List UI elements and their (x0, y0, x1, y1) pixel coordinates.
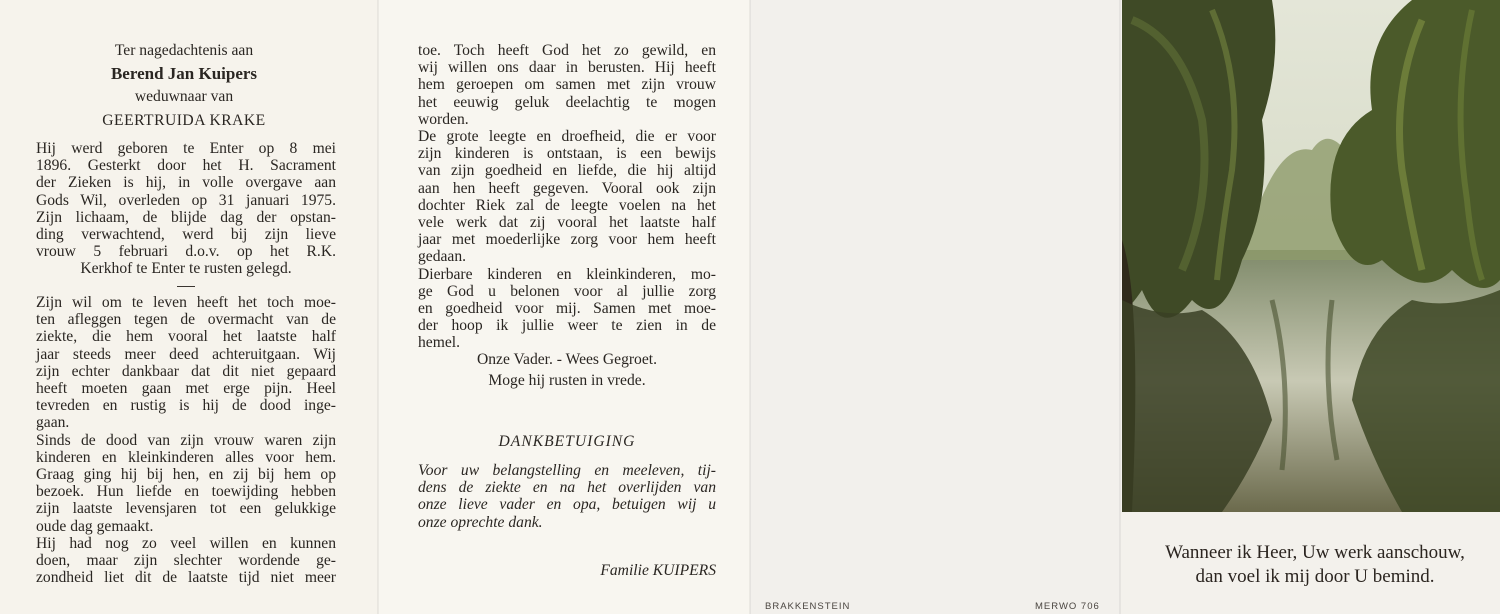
text-line: toe. Toch heeft God het zo gewild, en (418, 42, 716, 59)
printer-code: MERWO 706 (1035, 601, 1100, 612)
text-line: ding verwachtend, werd bij zijn lieve (36, 226, 336, 244)
fold-line (1119, 0, 1121, 614)
widower-of: weduwnaar van (134, 88, 234, 106)
text-line: Zijn lichaam, de blijde dag der opstan- (36, 208, 336, 226)
text-line: ten afleggen tegen de overmacht van de (36, 311, 336, 329)
prayer-line: Onze Vader. - Wees Gegroet. (476, 351, 658, 368)
memorial-heading (34, 42, 334, 135)
fold-line (749, 0, 751, 614)
prayer-line: Moge hij rusten in vrede. (488, 372, 646, 389)
text-line: 1896. Gesterkt door het H. Sacrament (36, 157, 336, 175)
text-line: Sinds de dood van zijn vrouw waren zijn (36, 431, 336, 449)
text-line: aan hen heeft gegeven. Vooral ook zijn (418, 179, 716, 197)
willow-pond-photo (1122, 0, 1500, 512)
text-line: Gods Wil, overleden op 31 januari 1975. (36, 191, 336, 209)
text-line: wij willen ons daar in berusten. Hij heeft (418, 59, 716, 77)
text-line: gaan. (36, 414, 70, 432)
text-line: der Zieken is hij, in volle overgave aan (36, 174, 336, 192)
text-line: oude dag gemaakt. (36, 517, 154, 535)
text-line: het eeuwig geluk deelachtig te mogen (418, 93, 716, 111)
text-line: Hij werd geboren te Enter op 8 mei (36, 140, 336, 157)
text-line: De grote leegte en droefheid, die er voor (418, 128, 716, 146)
text-line: ziekte, die hem vooral het laatste half (36, 328, 336, 346)
text-line: worden. (418, 110, 469, 128)
section-divider (177, 286, 195, 287)
text-line: dochter Riek zal de leegte voelen na het (418, 196, 716, 214)
text-line: Hij had nog zo veel willen en kunnen (36, 534, 336, 552)
text-line: der hoop ik jullie weer te zien in de (418, 317, 716, 335)
biography-paragraph (36, 140, 336, 278)
text-line: Graag ging hij bij hen, en zij bij hem op (36, 466, 336, 484)
thanks-heading: DANKBETUIGING (498, 433, 636, 450)
text-line: gedaan. (418, 248, 467, 266)
text-line: hem geroepen om samen met zijn vrouw (418, 76, 716, 94)
text-line: heeft moeten gaan met erge pijn. Heel (36, 380, 336, 398)
text-line: Kerkhof te Enter te rusten gelegd. (80, 260, 292, 278)
closing-prayer (418, 349, 716, 391)
text-line: jaar steeds meer deed achteruitgaan. Wij (36, 345, 336, 363)
text-line: vrouw 5 februari d.o.v. op het R.K. (36, 243, 336, 261)
obituary-text-part2 (418, 42, 716, 352)
text-line: zondheid liet dit de laatste tijd niet meer (36, 569, 336, 587)
text-line: bezoek. Hun liefde en toewijding hebben (36, 483, 336, 501)
in-memory-of: Ter nagedachtenis aan (114, 42, 254, 59)
text-line: zijn kinderen is ontstaan, is een bewijs (418, 145, 716, 163)
thanks-paragraph (418, 462, 716, 531)
fold-line (377, 0, 379, 614)
text-line: onze lieve vader en opa, betuigen wij u (418, 496, 716, 514)
text-line: hemel. (418, 334, 460, 352)
deceased-name: Berend Jan Kuipers (110, 64, 258, 84)
text-line: van zijn goedheid en liefde, die hij altijd (418, 162, 716, 180)
text-line: vele werk dat zij vooral het laatste half (418, 214, 716, 232)
text-line: ge God u belonen voor al jullie zorg (418, 282, 716, 300)
text-line: doen, maar zijn slechter wordende ge- (36, 552, 336, 570)
family-signature: Familie KUIPERS (600, 562, 716, 579)
verse-caption (1130, 541, 1500, 589)
text-line: tevreden en rustig is hij de dood inge- (36, 397, 336, 415)
verse-line: dan voel ik mij door U bemind. (1195, 566, 1435, 587)
text-line: en goedheid voor mij. Samen met moe- (418, 300, 716, 318)
printer-brand: BRAKKENSTEIN (765, 601, 851, 612)
text-line: zijn echter dankbaar dat dit niet gepaard (36, 362, 336, 380)
text-line: dens de ziekte en na het overlijden van (418, 479, 716, 497)
blank-card-panel (750, 0, 1120, 614)
obituary-text-part1 (36, 294, 336, 586)
text-line: kinderen en kleinkinderen alles voor hem. (36, 448, 336, 466)
verse-line: Wanneer ik Heer, Uw werk aanschouw, (1165, 542, 1465, 563)
text-line: zijn laatste levensjaren tot een gelukkige (36, 500, 336, 518)
text-line: Zijn wil om te leven heeft het toch moe- (36, 294, 336, 311)
text-line: onze oprechte dank. (418, 513, 543, 531)
text-line: jaar met moederlijke zorg voor hem heeft (418, 231, 716, 249)
text-line: Voor uw belangstelling en meeleven, tij- (418, 462, 716, 479)
wife-name: GEERTRUIDA KRAKE (102, 111, 266, 129)
text-line: Dierbare kinderen en kleinkinderen, mo- (418, 265, 716, 283)
